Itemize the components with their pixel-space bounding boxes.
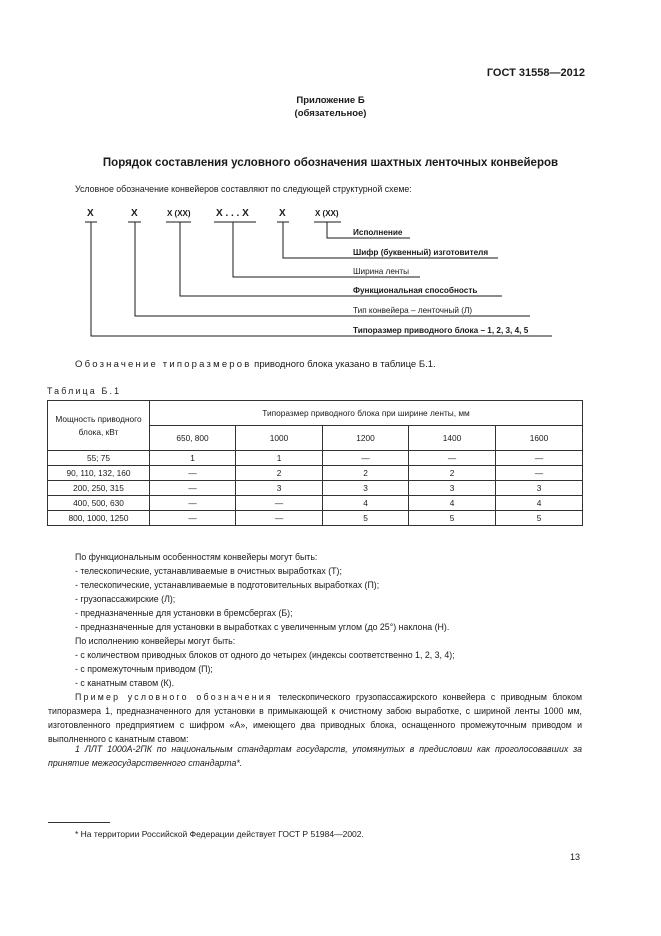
example-paragraph [48,690,582,746]
table-width-header: 650, 800 [150,426,236,451]
table-row [48,466,583,481]
list-item: - предназначенные для установки в бремсбергах (Б); [75,608,293,618]
scheme-symbol: X [131,208,138,219]
table-cell: — [323,451,409,466]
table-row [48,511,583,526]
table-group-header: Типоразмер приводного блока при ширине ленты, мм [150,401,583,426]
table-cell: 4 [409,496,496,511]
table-cell-power: 200, 250, 315 [48,481,150,496]
table-cell: 2 [323,466,409,481]
table-row [48,496,583,511]
scheme-label-manufacturer-code: Шифр (буквенный) изготовителя [353,248,489,257]
table-cell: — [150,496,236,511]
annex-status: (обязательное) [294,108,367,119]
list-item: - грузопассажирские (Л); [75,594,176,604]
table-cell-power: 400, 500, 630 [48,496,150,511]
table-cell: 3 [496,481,583,496]
list-item: - предназначенные для установки в выработках с увеличенным углом (до 25°) наклона (Н). [75,622,450,632]
scheme-symbol: X [87,208,94,219]
table-row [48,451,583,466]
list-item: - с промежуточным приводом (П); [75,664,213,674]
table-cell: — [409,451,496,466]
scheme-label-conveyor-type: Тип конвейера – ленточный (Л) [353,306,473,315]
footnote: * На территории Российской Федерации действует ГОСТ Р 51984—2002. [75,829,364,839]
table-reference [75,358,436,372]
table-cell-power: 800, 1000, 1250 [48,511,150,526]
table-cell: 1 [150,451,236,466]
table-cell: — [150,481,236,496]
list-item: - с канатным ставом (К). [75,678,175,688]
table-width-header: 1000 [236,426,323,451]
table-cell: 3 [236,481,323,496]
table-cell: 1 [236,451,323,466]
table-cell: 4 [496,496,583,511]
example-designation: 1 ЛЛТ 1000А-2ПК по национальным стандартам государств, упомянутых в предисловии как проголосовавших за принятие межгосударственного стандарта*. [48,744,582,768]
table-cell: 3 [409,481,496,496]
table-cell: — [236,496,323,511]
table-row-header: Мощность приводного блока, кВт [48,401,150,451]
table-cell: 4 [323,496,409,511]
annex-title: Приложение Б [296,95,365,106]
intro-text: Условное обозначение конвейеров составляют по следующей структурной схеме: [75,184,412,194]
table-cell: 2 [236,466,323,481]
footnote-divider [48,822,110,823]
table-cell: 5 [323,511,409,526]
scheme-symbol: X (XX) [315,209,339,218]
scheme-label-belt-width: Ширина ленты [353,267,410,276]
scheme-symbol: X . . . X [216,208,249,219]
table-cell: — [496,451,583,466]
scheme-symbol: X (XX) [167,209,191,218]
scheme-label-functional-capability: Функциональная способность [353,286,478,295]
table-cell: — [236,511,323,526]
table-reference-spaced: Обозначение типоразмеров [75,359,252,370]
section-title: Порядок составления условного обозначения шахтных ленточных конвейеров [102,157,559,169]
standard-number: ГОСТ 31558—2012 [486,67,585,79]
table-cell: 5 [409,511,496,526]
example-spaced: Пример условного обозначения [75,692,273,702]
designation-scheme-diagram [60,200,580,342]
drive-size-table [47,400,583,526]
func-intro: По функциональным особенностям конвейеры могут быть: [75,552,318,562]
example-rest: телескопического грузопассажирского конвейера с приводным блоком типоразмера 1, предназначенного для установки в примыкающей к очистному забою выработке, с шириной ленты 1000 мм, изготовленного предприятием с шифром «А», имеющего два приводных блока, оснащенного промежуточным приводом и выполненного с канатным ставом: [48,692,582,744]
table-cell-power: 90, 110, 132, 160 [48,466,150,481]
table-cell-power: 55; 75 [48,451,150,466]
table-cell: — [496,466,583,481]
table-row [48,481,583,496]
table-width-header: 1200 [323,426,409,451]
page-number: 13 [570,852,581,862]
scheme-label-drive-size: Типоразмер приводного блока – 1, 2, 3, 4, 5 [353,326,529,335]
exec-intro: По исполнению конвейеры могут быть: [75,636,236,646]
table-cell: 3 [323,481,409,496]
list-item: - телескопические, устанавливаемые в подготовительных выработках (П); [75,580,380,590]
table-width-header: 1400 [409,426,496,451]
table-cell: — [150,511,236,526]
table-cell: — [150,466,236,481]
scheme-symbol: X [279,208,286,219]
scheme-label-execution: Исполнение [353,228,403,237]
list-item: - с количеством приводных блоков от одного до четырех (индексы соответственно 1, 2, 3, 4); [75,650,455,660]
table-reference-rest: приводного блока указано в таблице Б.1. [251,359,436,370]
table-cell: 2 [409,466,496,481]
table-width-header: 1600 [496,426,583,451]
table-caption: Таблица Б.1 [47,386,122,396]
list-item: - телескопические, устанавливаемые в очистных выработках (Т); [75,566,342,576]
table-cell: 5 [496,511,583,526]
